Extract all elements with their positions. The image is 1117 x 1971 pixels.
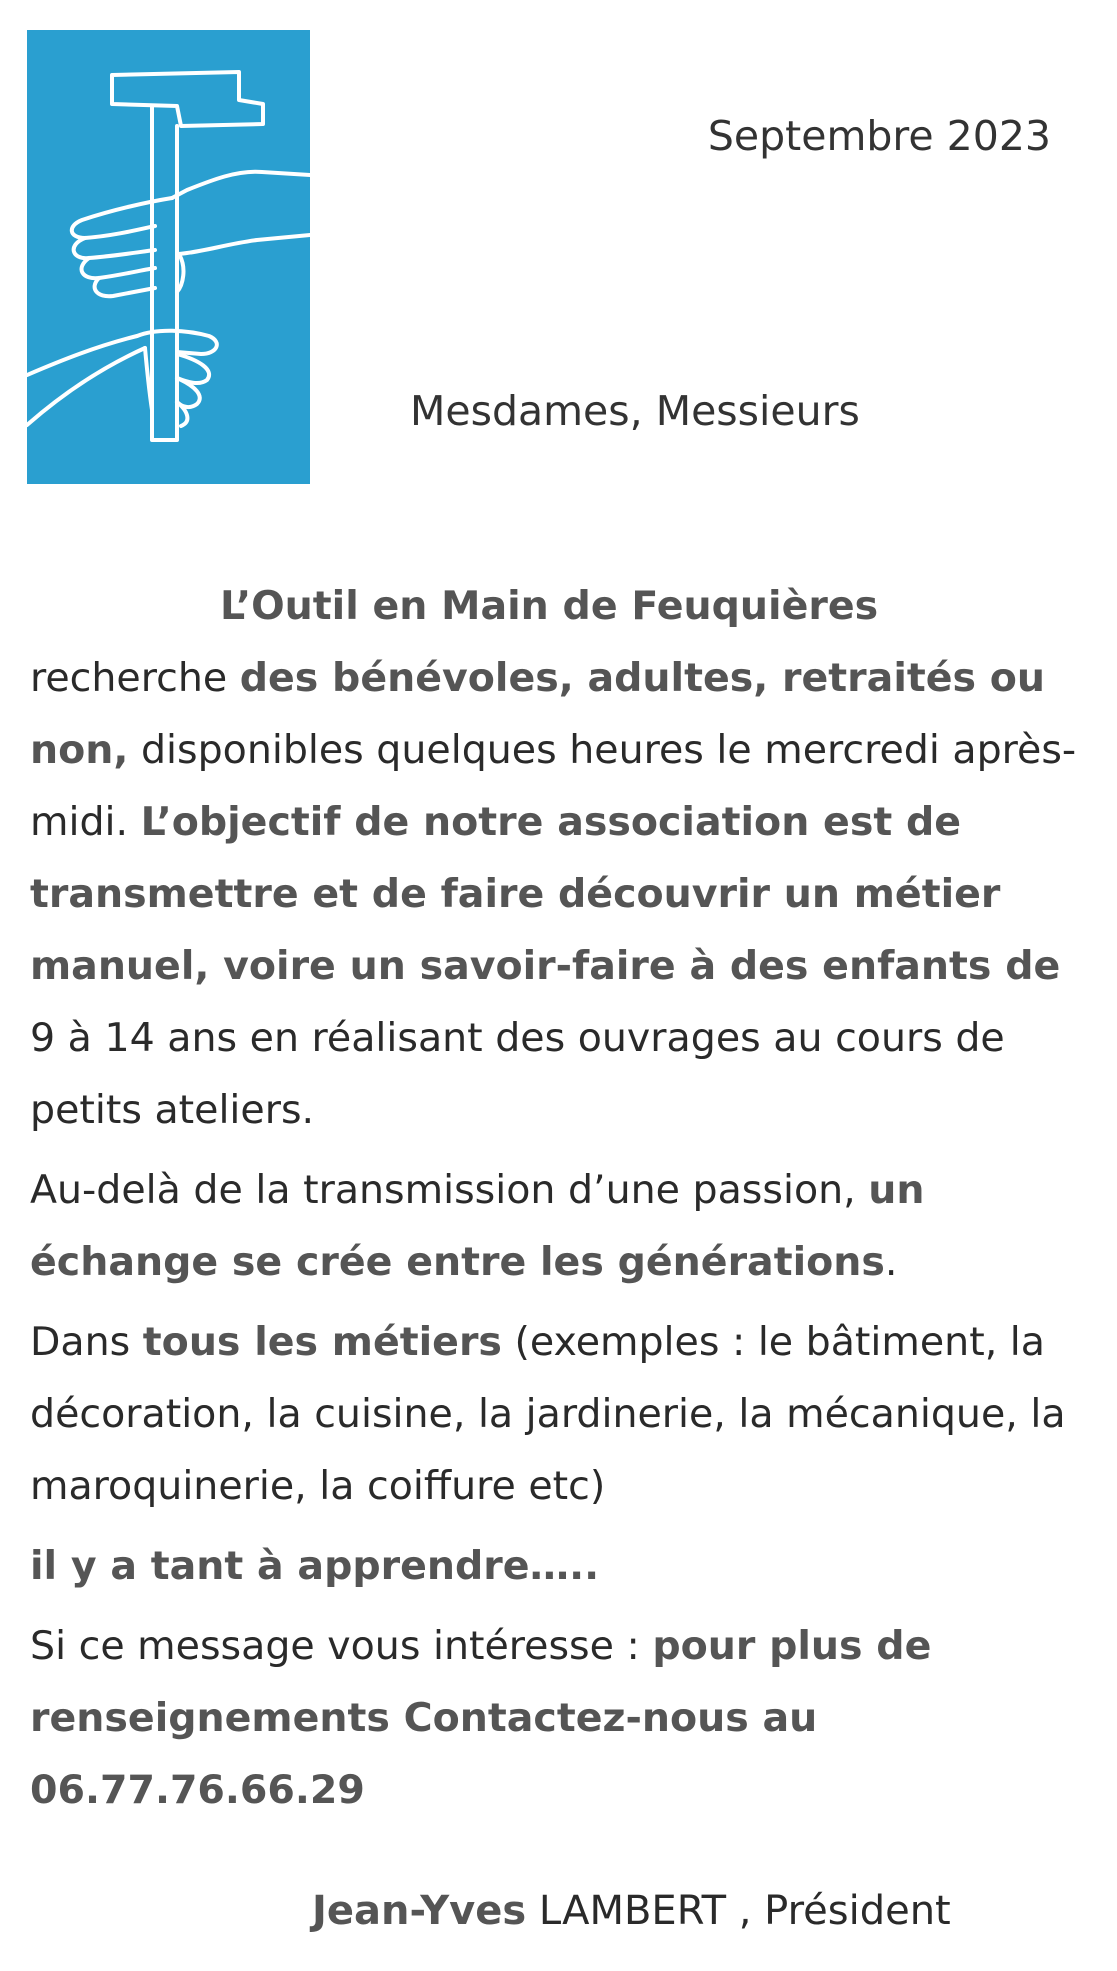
paragraph-trades <box>30 1306 1090 1522</box>
trades-highlight: tous les métiers <box>142 1319 502 1365</box>
letter-date: Septembre 2023 <box>707 112 1051 160</box>
trades-text-1: Dans <box>30 1319 143 1365</box>
letter-body <box>30 570 1090 1826</box>
transmission-text: Au-delà de la transmission d’une passion, <box>30 1167 869 1213</box>
intro-text-2: disponibles quelques heures le mercredi après-midi. <box>30 727 1077 845</box>
contact-text: Si ce message vous intéresse : <box>30 1623 653 1669</box>
signature-first-name: Jean-Yves <box>312 1888 527 1934</box>
signature-last-name-title: LAMBERT , Président <box>526 1888 951 1934</box>
transmission-end: . <box>884 1239 898 1285</box>
contact-phone: pour plus de renseignements Contactez-nous au 06.77.76.66.29 <box>30 1623 932 1813</box>
paragraph-transmission <box>30 1154 1090 1298</box>
association-logo <box>27 30 310 484</box>
paragraph-learn: il y a tant à apprendre….. <box>30 1543 600 1589</box>
intro-highlight-volunteers: des bénévoles, adultes, retraités ou non, <box>30 655 1046 773</box>
intro-highlight-objective: L’objectif de notre association est de transmettre et de faire découvrir un métier manuel, voire un savoir-faire à des enfants de <box>30 799 1061 989</box>
trades-text-2: (exemples : le bâtiment, la décoration, la cuisine, la jardinerie, la mécanique, la maroquinerie, la coiffure etc) <box>30 1319 1066 1509</box>
hammer-hands-icon <box>27 30 310 484</box>
salutation: Mesdames, Messieurs <box>410 387 860 435</box>
paragraph-intro <box>30 570 1090 1146</box>
paragraph-contact <box>30 1610 1090 1826</box>
intro-text-3: 9 à 14 ans en réalisant des ouvrages au cours de petits ateliers. <box>30 1015 1005 1133</box>
organization-name: L’Outil en Main de Feuquières <box>220 583 879 629</box>
signature <box>312 1888 951 1934</box>
transmission-highlight: un échange se crée entre les générations <box>30 1167 925 1285</box>
intro-text-1: recherche <box>30 655 240 701</box>
